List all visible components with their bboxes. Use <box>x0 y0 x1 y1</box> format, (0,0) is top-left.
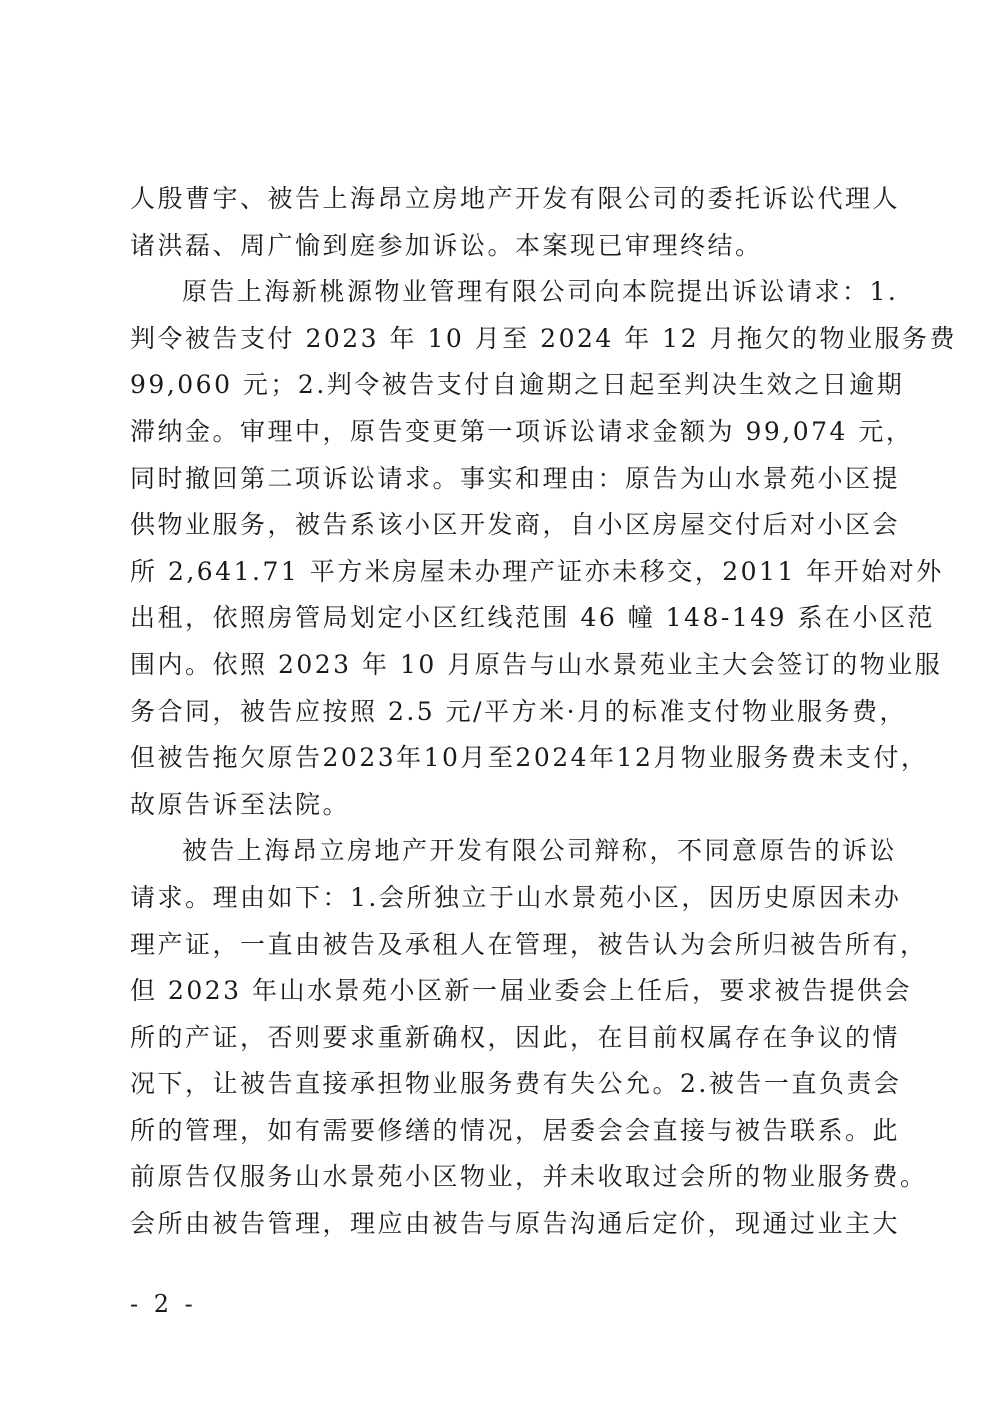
page-number: - 2 - <box>130 1290 197 1318</box>
text-line: 判令被告支付 2023 年 10 月至 2024 年 12 月拖欠的物业服务费 <box>130 323 957 353</box>
text-line: 请求。理由如下：1.会所独立于山水景苑小区，因历史原因未办 <box>130 882 902 912</box>
text-line: 理产证，一直由被告及承租人在管理，被告认为会所归被告所有， <box>130 929 928 959</box>
text-line: 同时撤回第二项诉讼请求。事实和理由：原告为山水景苑小区提 <box>130 463 901 493</box>
paragraph-start-line: 被告上海昂立房地产开发有限公司辩称，不同意原告的诉讼 <box>182 836 898 866</box>
paragraph-start-line: 原告上海新桃源物业管理有限公司向本院提出诉讼请求：1. <box>182 277 899 307</box>
document-body <box>130 176 957 1248</box>
text-line: 故原告诉至法院。 <box>130 789 351 819</box>
text-line: 滞纳金。审理中，原告变更第一项诉讼请求金额为 99,074 元， <box>130 416 914 446</box>
text-line: 99,060 元；2.判令被告支付自逾期之日起至判决生效之日逾期 <box>130 370 905 400</box>
text-line: 人殷曹宇、被告上海昂立房地产开发有限公司的委托诉讼代理人 <box>130 184 901 213</box>
text-line: 务合同，被告应按照 2.5 元/平方米·月的标准支付物业服务费， <box>130 696 908 726</box>
text-line: 但 2023 年山水景苑小区新一届业委会上任后，要求被告提供会 <box>130 976 913 1006</box>
text-line: 所的管理，如有需要修缮的情况，居委会会直接与被告联系。此 <box>130 1115 901 1145</box>
text-line: 诸洪磊、周广愉到庭参加诉讼。本案现已审理终结。 <box>130 230 763 260</box>
text-line: 供物业服务，被告系该小区开发商，自小区房屋交付后对小区会 <box>130 510 901 540</box>
text-line: 所的产证，否则要求重新确权，因此，在目前权属存在争议的情 <box>130 1022 901 1052</box>
text-line: 前原告仅服务山水景苑小区物业，并未收取过会所的物业服务费。 <box>130 1162 928 1192</box>
text-line: 但被告拖欠原告2023年10月至2024年12月物业服务费未支付， <box>130 743 929 773</box>
text-line: 出租，依照房管局划定小区红线范围 46 幢 148-149 系在小区范 <box>130 603 935 633</box>
text-line: 围内。依照 2023 年 10 月原告与山水景苑业主大会签订的物业服 <box>130 649 943 679</box>
text-line: 所 2,641.71 平方米房屋未办理产证亦未移交，2011 年开始对外 <box>130 556 944 586</box>
text-line: 会所由被告管理，理应由被告与原告沟通后定价，现通过业主大 <box>130 1209 901 1239</box>
text-line: 况下，让被告直接承担物业服务费有失公允。2.被告一直负责会 <box>130 1069 902 1099</box>
